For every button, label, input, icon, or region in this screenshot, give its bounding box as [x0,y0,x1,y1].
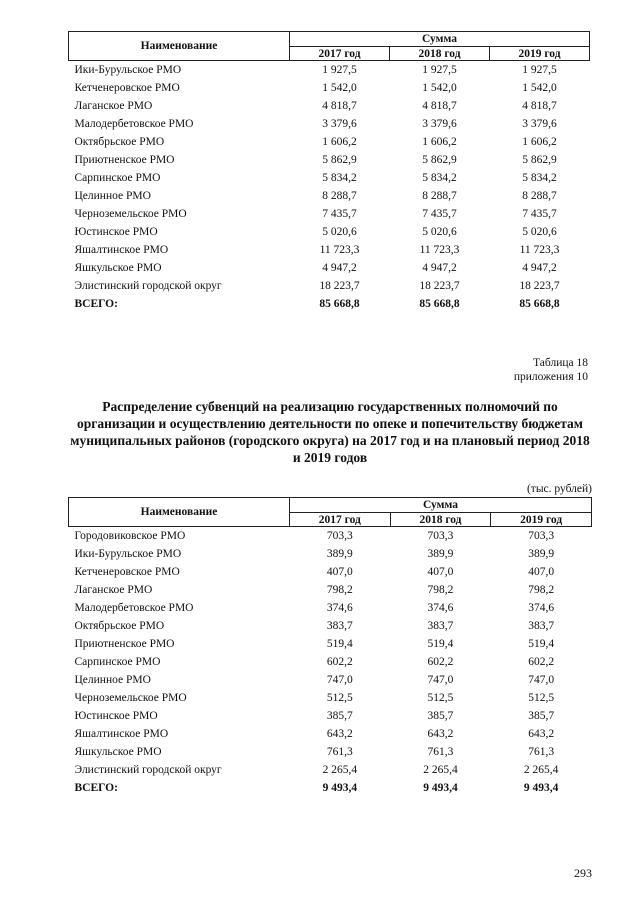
amount-2019: 512,5 [528,692,555,704]
table-row [69,527,592,546]
amount-2017: 5 020,6 [322,226,357,238]
amount-2018: 383,7 [427,620,454,632]
amount-2018: 1 542,0 [422,82,457,94]
municipality-name: Сарпинское РМО [74,656,161,668]
table-row [69,671,592,689]
table-row [69,653,592,671]
municipality-name: Юстинское РМО [74,710,158,722]
amount-2017: 703,3 [326,530,353,542]
amount-2018: 4 818,7 [422,100,457,112]
amount-2018: 519,4 [427,638,454,650]
amount-2019: 4 947,2 [522,262,557,274]
table-row [69,725,592,743]
amount-2018: 798,2 [427,584,454,596]
amount-2018: 1 927,5 [422,64,457,76]
amount-2017: 3 379,6 [322,118,357,130]
municipality-name: Октябрьское РМО [74,136,165,148]
municipality-name: Малодербетовское РМО [74,118,194,130]
amount-2018: 602,2 [427,656,454,668]
amount-2019: 798,2 [528,584,555,596]
column-header-2018: 2018 год [390,513,491,527]
municipality-name: Ики-Бурульское РМО [74,548,182,560]
table-row [69,241,590,259]
column-header-2019: 2019 год [491,513,592,527]
municipality-name: Приютненское РМО [74,154,175,166]
table-row [69,277,590,295]
subsidy-table-2 [68,497,592,797]
municipality-name: Октябрьское РМО [74,620,165,632]
municipality-name: Сарпинское РМО [74,172,161,184]
table-row [69,743,592,761]
amount-2019: 703,3 [528,530,555,542]
table-row [69,563,592,581]
amount-2019: 1 542,0 [522,82,557,94]
municipality-name: Яшалтинское РМО [74,728,169,740]
amount-2018: 512,5 [427,692,454,704]
amount-2017: 4 947,2 [322,262,357,274]
amount-2018: 2 265,4 [423,764,458,776]
amount-2019: 519,4 [528,638,555,650]
appendix-label: приложения 10 [513,371,588,383]
table-row [69,205,590,223]
page-number: 293 [574,866,592,880]
amount-2017: 602,2 [326,656,353,668]
table-row [69,617,592,635]
amount-2017: 643,2 [326,728,353,740]
municipality-name: Лаганское РМО [74,100,153,112]
amount-2019: 5 862,9 [522,154,557,166]
total-row [69,779,592,797]
amount-2019: 383,7 [528,620,555,632]
amount-2017: 2 265,4 [322,764,358,776]
table-row [69,79,590,97]
amount-2018: 9 493,4 [423,782,458,794]
amount-2019: 643,2 [528,728,555,740]
amount-2019: 761,3 [528,746,555,758]
amount-2018: 385,7 [427,710,454,722]
amount-2019: 374,6 [528,602,555,614]
table-row [69,707,592,725]
table-row [69,97,590,115]
municipality-name: Городовиковское РМО [74,530,186,542]
municipality-name: Ики-Бурульское РМО [74,64,182,76]
amount-2019: 5 020,6 [522,226,557,238]
table-row [69,115,590,133]
table-row [69,581,592,599]
column-header-2017: 2017 год [290,513,391,527]
column-header-2018: 2018 год [390,47,490,61]
municipality-name: Приютненское РМО [74,638,175,650]
amount-2017: 18 223,7 [319,280,360,292]
amount-2017: 1 542,0 [322,82,357,94]
amount-2017: 389,9 [326,548,353,560]
amount-2019: 747,0 [528,674,555,686]
amount-2017: 761,3 [326,746,353,758]
amount-2019: 407,0 [528,566,555,578]
table-row [69,599,592,617]
total-label: ВСЕГО: [74,782,118,794]
table-row [69,223,590,241]
amount-2019: 9 493,4 [523,782,559,794]
amount-2019: 85 668,8 [519,298,560,310]
amount-2018: 4 947,2 [422,262,457,274]
table-row [69,61,590,80]
amount-2018: 85 668,8 [419,298,460,310]
amount-2017: 85 668,8 [319,298,360,310]
municipality-name: Черноземельское РМО [74,692,187,704]
amount-2019: 7 435,7 [522,208,557,220]
municipality-name: Элистинский городской округ [74,280,222,292]
amount-2017: 1 606,2 [322,136,357,148]
table-row [69,259,590,277]
amount-2017: 383,7 [326,620,353,632]
amount-2017: 374,6 [326,602,353,614]
amount-2017: 5 862,9 [322,154,357,166]
table-row [69,545,592,563]
column-header-2019: 2019 год [490,47,590,61]
amount-2017: 385,7 [326,710,353,722]
amount-2019: 1 606,2 [522,136,557,148]
table-row [69,151,590,169]
amount-2019: 5 834,2 [522,172,557,184]
column-header-2017: 2017 год [290,47,390,61]
amount-2017: 9 493,4 [322,782,358,794]
table-row [69,635,592,653]
municipality-name: Малодербетовское РМО [74,602,194,614]
amount-2019: 2 265,4 [523,764,559,776]
municipality-name: Целинное РМО [74,190,151,202]
amount-2017: 5 834,2 [322,172,357,184]
column-header-sum: Сумма [290,32,590,47]
amount-2018: 703,3 [427,530,454,542]
municipality-name: Черноземельское РМО [74,208,187,220]
amount-2017: 11 723,3 [319,244,360,256]
amount-2019: 602,2 [528,656,555,668]
amount-2018: 374,6 [427,602,454,614]
amount-2018: 7 435,7 [422,208,457,220]
amount-2019: 8 288,7 [522,190,557,202]
amount-2018: 761,3 [427,746,454,758]
amount-2018: 3 379,6 [422,118,457,130]
amount-2018: 8 288,7 [422,190,457,202]
amount-2017: 4 818,7 [322,100,357,112]
table-row [69,169,590,187]
amount-2018: 643,2 [427,728,454,740]
table-number-label: Таблица 18 [533,357,588,369]
table-row [69,187,590,205]
subsidy-table-1 [68,31,590,313]
municipality-name: Юстинское РМО [74,226,158,238]
unit-label: (тыс. рублей) [526,483,592,495]
amount-2018: 18 223,7 [419,280,460,292]
amount-2017: 512,5 [326,692,353,704]
amount-2018: 5 862,9 [422,154,457,166]
table-row [69,761,592,779]
municipality-name: Лаганское РМО [74,584,153,596]
amount-2018: 11 723,3 [419,244,460,256]
municipality-name: Кетченеровское РМО [74,566,180,578]
amount-2018: 747,0 [427,674,454,686]
amount-2018: 407,0 [427,566,454,578]
amount-2019: 4 818,7 [522,100,557,112]
total-row [69,295,590,313]
column-header-name: Наименование [69,32,290,61]
table-row [69,133,590,151]
amount-2019: 385,7 [528,710,555,722]
table-title: Распределение субвенций на реализацию государственных полномочий по организации и осуществлению деятельности по опеке и попечительству бюджетам муниципальных районов (городского округа) на 2017 год и на плановый период 2018 и 2019 годов [70,399,590,465]
amount-2019: 11 723,3 [519,244,560,256]
municipality-name: Целинное РМО [74,674,151,686]
amount-2018: 1 606,2 [422,136,457,148]
amount-2017: 798,2 [326,584,353,596]
municipality-name: Яшалтинское РМО [74,244,169,256]
amount-2018: 5 020,6 [422,226,457,238]
amount-2017: 7 435,7 [322,208,357,220]
amount-2017: 8 288,7 [322,190,357,202]
column-header-sum: Сумма [290,498,592,513]
municipality-name: Яшкульское РМО [74,746,162,758]
amount-2018: 5 834,2 [422,172,457,184]
total-label: ВСЕГО: [74,298,118,310]
column-header-name: Наименование [69,498,290,527]
amount-2017: 519,4 [326,638,353,650]
amount-2017: 407,0 [326,566,353,578]
municipality-name: Яшкульское РМО [74,262,162,274]
amount-2018: 389,9 [427,548,454,560]
amount-2019: 389,9 [528,548,555,560]
table-row [69,689,592,707]
municipality-name: Кетченеровское РМО [74,82,180,94]
amount-2017: 1 927,5 [322,64,357,76]
amount-2019: 3 379,6 [522,118,557,130]
municipality-name: Элистинский городской округ [74,764,222,776]
amount-2019: 1 927,5 [522,64,557,76]
amount-2019: 18 223,7 [519,280,560,292]
amount-2017: 747,0 [326,674,353,686]
